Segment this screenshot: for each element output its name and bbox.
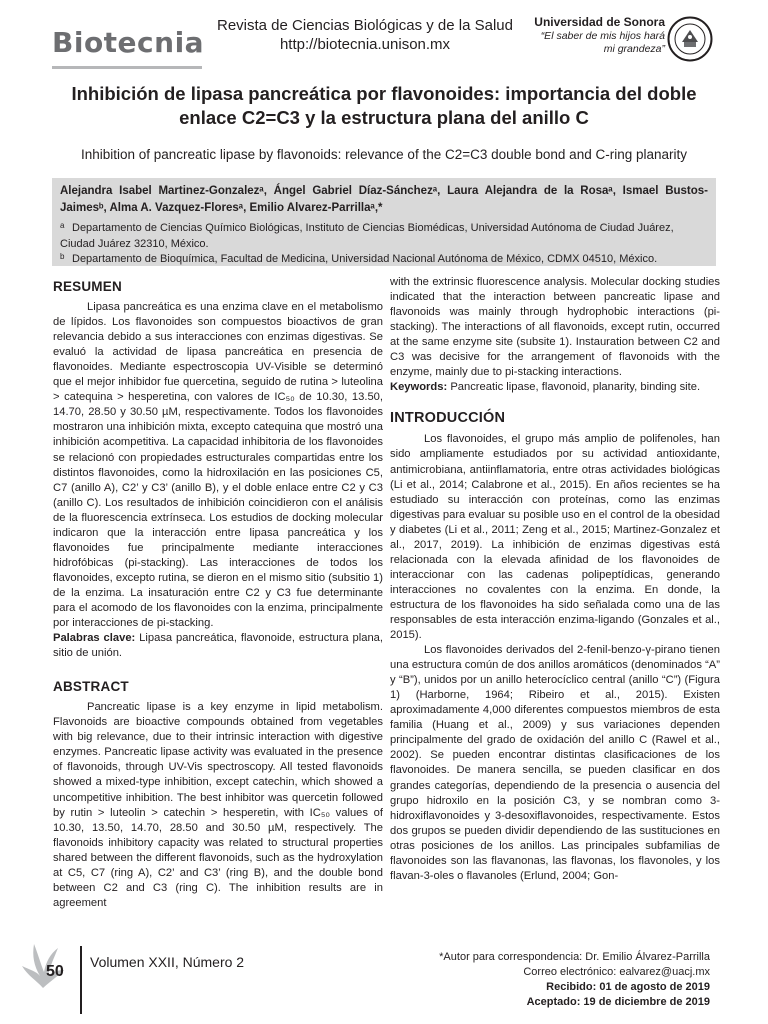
accepted-date: Aceptado: 19 de diciembre de 2019 (526, 996, 710, 1008)
affiliation-a-text: Departamento de Ciencias Químico Biológicas, Instituto de Ciencias Biomédicas, Universidad Autónoma de Ciudad Juárez, Ciudad Juárez 32310, México. (60, 222, 674, 250)
journal-url[interactable]: http://biotecnia.unison.mx (279, 36, 451, 53)
resumen-keywords (53, 631, 383, 661)
resumen-keywords-text: Lipasa pancreática, flavonoide, estructura plana, sitio de unión. (53, 632, 384, 660)
university-name: Universidad de Sonora (534, 15, 665, 29)
abstract-keywords-label: Keywords: (390, 381, 448, 394)
introduccion-paragraph-1: Los flavonoides, el grupo más amplio de polifenoles, han sido ampliamente estudiados por su actividad antioxidante, antimicrobiana, antiinflamatoria, entre otras actividades biológicas (Li et al., 2014; Calabrone et al., 2015). En años recientes se ha estudiado su interacción con proteínas, como las enzimas digestivas para evaluar su posible uso en el control de la obesidad y diabetes (Li et al., 2011; Zeng et al., 2015; Martinez-Gonzalez et al., 2017, 2019). La inhibición de enzimas digestivas está relacionada con la elevada afinidad de los flavonoides de interaccionar con las cadenas polipeptídicas, generando interacciones no covalentes con la enzima. En donde, la estructura de los flavonoides ha sido señalada como una de las responsables de esta interacción enzima-ligando (Gonzales et al., 2015). (390, 433, 720, 642)
received-date: Recibido: 01 de agosto de 2019 (546, 981, 710, 993)
abstract-body-right: with the extrinsic fluorescence analysis. Molecular docking studies indicated that the interaction between pancreatic lipase and flavonoids was mainly through hydrophobic interactions (pi-stacking). The interactions of all flavonoids, except rutin, occurred at the same enzyme site (subsite 1). Instauration between C2 and C3 was decisive for the arrangement of flavonoids with the enzyme, mainly due to pi-stacking interactions. (390, 276, 720, 379)
affiliation-b (60, 249, 708, 267)
article-title-spanish: Inhibición de lipasa pancreática por flavonoides: importancia del doble enlace C2=C3 y la estructura plana del anillo C (71, 83, 697, 128)
journal-logo (52, 20, 204, 60)
abstract-body-left: Pancreatic lipase is a key enzyme in lipid metabolism. Flavonoids are bioactive compounds obtained from vegetables with big relevance, due to their intrinsic interaction with digestive enzymes. Pancreatic lipase activity was evaluated in the presence of flavonoids, through UV-Vis spectroscopy. All tested flavonoids showed a mixed-type inhibition, except catechin, which showed a uncompetitive inhibition. The best inhibitor was quercetin followed by rutin > luteolin > catechin > hesperetin, with IC₅₀ values of 10.30, 13.50, 14.70, 28.50 and 30.50 µM, respectively. The flavonoids inhibitory capacity was related to structural properties shared between the different flavonoids, such as the hydroxylation at C5, C7 (ring A), C2’ and C3’ (ring B), and the double bond between C2 and C3 (ring C). The inhibition results are in agreement (53, 701, 383, 909)
author-list: Alejandra Isabel Martinez-Gonzalezᵃ, Ángel Gabriel Díaz-Sánchezᵃ, Laura Alejandra de la Rosaᵃ, Ismael Bustos-Jaimesᵇ, Alma A. Vazquez-Floresᵃ, Emilio Alvarez-Parrillaᵃ,* (60, 185, 708, 214)
correspondence-email[interactable]: Correo electrónico: ealvarez@uacj.mx (523, 966, 710, 978)
left-column (53, 275, 383, 911)
resumen-keywords-label: Palabras clave: (53, 632, 136, 645)
abstract-keywords (390, 380, 720, 395)
journal-header (215, 16, 515, 54)
affiliation-b-marker: b (60, 252, 65, 261)
university-motto-2: mi grandeza” (603, 43, 665, 55)
footer-divider (80, 946, 82, 1014)
university-block (515, 16, 665, 56)
university-motto-1: “El saber de mis hijos hará (540, 30, 665, 42)
resumen-heading: RESUMEN (53, 279, 122, 294)
affiliation-a-marker: a (60, 221, 65, 230)
abstract-heading: ABSTRACT (53, 679, 129, 695)
logo-text: Biotecnia (52, 26, 205, 59)
logo-underline (52, 66, 202, 69)
abstract-keywords-text: Pancreatic lipase, flavonoid, planarity, binding site. (450, 381, 701, 394)
journal-name: Revista de Ciencias Biológicas y de la Salud (217, 17, 513, 34)
correspondence-author: *Autor para correspondencia: Dr. Emilio Álvarez-Parrilla (439, 951, 710, 963)
affiliation-b-text: Departamento de Bioquímica, Facultad de Medicina, Universidad Nacional Autónoma de México, CDMX 04510, México. (72, 253, 658, 265)
university-seal-icon (667, 16, 713, 62)
article-title-english: Inhibition of pancreatic lipase by flavonoids: relevance of the C2=C3 double bond and C-ring planarity (80, 147, 687, 162)
authors-box (52, 178, 716, 266)
resumen-body: Lipasa pancreática es una enzima clave en el metabolismo de lípidos. Los flavonoides son compuestos bioactivos de gran relevancia debido a sus interacciones con enzimas digestivas. Se evaluó la actividad de lipasa pancreática en presencia de flavonoides. Mediante espectroscopia UV-Visible se determinó que el mejor inhibidor fue quercetina, seguido de rutina > luteolina > catequina > hesperetina, con valores de IC₅₀ de 10.30, 13.50, 14.70, 28.50 y 30.50 µM, respectivamente. Todos los flavonoides mostraron una inhibición mixta, excepto catequina que mostró una inhibición acompetitiva. La capacidad inhibitoria de los flavonoides se relacionó con propiedades estructurales compartidas entre los distintos flavonoides, como la hidroxilación en las posiciones C5, C7 (anillo A), C2’ y C3’ (anillo B), y el doble enlace entre C2 y C3 (anillo C). Los resultados de inhibición coincidieron con el análisis de la fluorescencia extrínseca. Los estudios de docking molecular indicaron que la interacción entre lipasa pancreática y los flavonoides fue principalmente mediante interacciones hidrofóbicas (pi-stacking). Las interacciones de todos los flavonoides, excepto rutina, se dieron en el mismo sitio (subsitio 1) de la enzima. La insaturación entre C2 y C3 fue determinante para el acomodo de los flavonoides con la enzima, principalmente por interacciones de pi-stacking. (53, 301, 383, 630)
introduccion-paragraph-2: Los flavonoides derivados del 2-fenil-benzo-γ-pirano tienen una estructura común de dos anillos aromáticos (denominados “A” y “B”), unidos por un anillo heterocíclico central (anillo “C”) (Figura 1) (Harborne, 1964; Ribeiro et al., 2015). Existen aproximadamente 4,000 diferentes compuestos miembros de esta familia (Huang et al., 2009) y sus variaciones dependen principalmente del grado de oxidación del anillo C (Rawel et al., 2002). Se pueden encontrar distintas clasificaciones de los flavonoides. De manera sencilla, se pueden clasificar en dos grandes categorías, dependiendo de la presencia o ausencia del grupo hidroxilo en la posición C3, y se nombran como 3-hidroxiflavonoides y 3-desoxiflavonoides, respectivamente. Estos dos grupos se pueden dividir dependiendo de las sustituciones en otras posiciones de los anillos. Las principales subfamilias de flavonoides son las flavanonas, las flavonas, los flavonoles, y los flavan-3-oles o flavanoles (Erlund, 2004; Gon- (390, 644, 720, 882)
volume-info: Volumen XXII, Número 2 (90, 954, 245, 970)
correspondence-block (380, 950, 710, 1010)
right-column (390, 275, 720, 884)
introduccion-heading: INTRODUCCIÓN (390, 410, 506, 427)
page-number: 50 (46, 963, 64, 980)
affiliation-a (60, 218, 708, 252)
